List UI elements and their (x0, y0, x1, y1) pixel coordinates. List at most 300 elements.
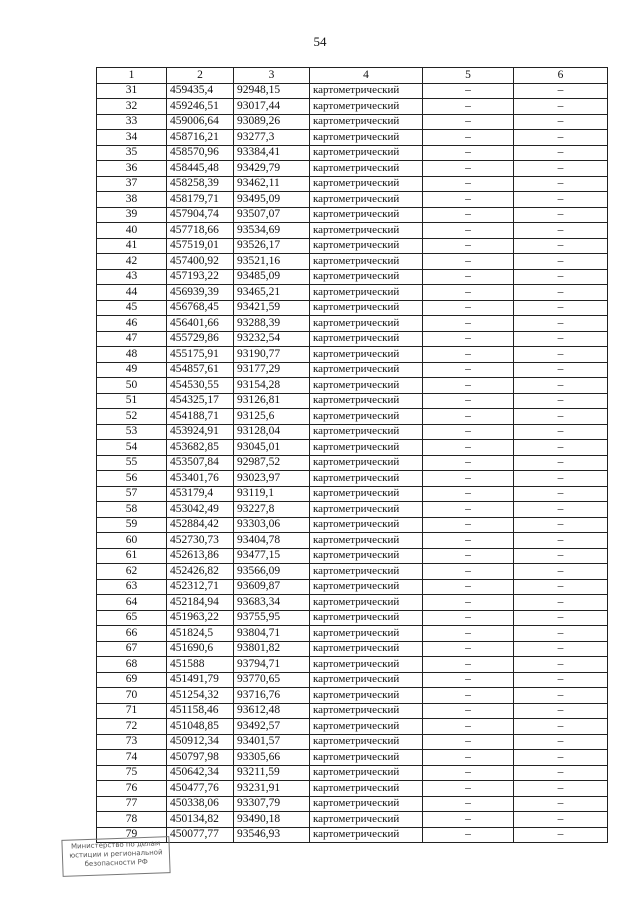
point-number-cell: 38 (97, 192, 167, 208)
table-row (97, 595, 608, 611)
y-coordinate-cell: 93462,11 (234, 176, 310, 192)
column-header-6: 6 (514, 68, 608, 84)
x-coordinate-cell: 451690,6 (167, 641, 234, 657)
column-6-value-cell: – (514, 192, 608, 208)
y-coordinate-cell: 93177,29 (234, 362, 310, 378)
column-5-value-cell: – (423, 378, 514, 394)
column-5-value-cell: – (423, 827, 514, 843)
column-5-value-cell: – (423, 347, 514, 363)
point-number-cell: 75 (97, 765, 167, 781)
column-header-3: 3 (234, 68, 310, 84)
table-row (97, 672, 608, 688)
y-coordinate-cell: 92987,52 (234, 455, 310, 471)
column-6-value-cell: – (514, 595, 608, 611)
point-number-cell: 63 (97, 579, 167, 595)
column-5-value-cell: – (423, 114, 514, 130)
y-coordinate-cell: 93288,39 (234, 316, 310, 332)
y-coordinate-cell: 93770,65 (234, 672, 310, 688)
table-row (97, 455, 608, 471)
x-coordinate-cell: 453507,84 (167, 455, 234, 471)
column-5-value-cell: – (423, 533, 514, 549)
table-row (97, 176, 608, 192)
y-coordinate-cell: 93526,17 (234, 238, 310, 254)
column-6-value-cell: – (514, 703, 608, 719)
x-coordinate-cell: 451491,79 (167, 672, 234, 688)
x-coordinate-cell: 454325,17 (167, 393, 234, 409)
x-coordinate-cell: 458258,39 (167, 176, 234, 192)
column-6-value-cell: – (514, 362, 608, 378)
column-6-value-cell: – (514, 610, 608, 626)
column-5-value-cell: – (423, 657, 514, 673)
table-row (97, 130, 608, 146)
table-row (97, 238, 608, 254)
point-number-cell: 39 (97, 207, 167, 223)
method-cell: картометрический (310, 145, 423, 161)
table-row (97, 765, 608, 781)
x-coordinate-cell: 453401,76 (167, 471, 234, 487)
x-coordinate-cell: 452184,94 (167, 595, 234, 611)
header-row (97, 68, 608, 84)
column-5-value-cell: – (423, 502, 514, 518)
column-6-value-cell: – (514, 207, 608, 223)
x-coordinate-cell: 452426,82 (167, 564, 234, 580)
column-5-value-cell: – (423, 812, 514, 828)
table-row (97, 254, 608, 270)
y-coordinate-cell: 93492,57 (234, 719, 310, 735)
y-coordinate-cell: 93804,71 (234, 626, 310, 642)
point-number-cell: 62 (97, 564, 167, 580)
point-number-cell: 50 (97, 378, 167, 394)
column-5-value-cell: – (423, 424, 514, 440)
column-5-value-cell: – (423, 688, 514, 704)
column-5-value-cell: – (423, 548, 514, 564)
column-5-value-cell: – (423, 781, 514, 797)
method-cell: картометрический (310, 610, 423, 626)
y-coordinate-cell: 93126,81 (234, 393, 310, 409)
x-coordinate-cell: 456939,39 (167, 285, 234, 301)
column-6-value-cell: – (514, 114, 608, 130)
point-number-cell: 71 (97, 703, 167, 719)
table-row (97, 657, 608, 673)
column-5-value-cell: – (423, 269, 514, 285)
point-number-cell: 43 (97, 269, 167, 285)
point-number-cell: 72 (97, 719, 167, 735)
column-6-value-cell: – (514, 455, 608, 471)
point-number-cell: 74 (97, 750, 167, 766)
method-cell: картометрический (310, 548, 423, 564)
table-row (97, 300, 608, 316)
table-row (97, 393, 608, 409)
point-number-cell: 65 (97, 610, 167, 626)
x-coordinate-cell: 452730,73 (167, 533, 234, 549)
method-cell: картометрический (310, 176, 423, 192)
method-cell: картометрический (310, 440, 423, 456)
table-row (97, 548, 608, 564)
method-cell: картометрический (310, 192, 423, 208)
x-coordinate-cell: 458570,96 (167, 145, 234, 161)
column-6-value-cell: – (514, 316, 608, 332)
y-coordinate-cell: 93089,26 (234, 114, 310, 130)
stamp-line: юстиции и региональной (69, 848, 163, 860)
y-coordinate-cell: 93507,07 (234, 207, 310, 223)
y-coordinate-cell: 93794,71 (234, 657, 310, 673)
table-row (97, 796, 608, 812)
point-number-cell: 51 (97, 393, 167, 409)
table-row (97, 145, 608, 161)
table-row (97, 161, 608, 177)
method-cell: картометрический (310, 362, 423, 378)
method-cell: картометрический (310, 393, 423, 409)
column-6-value-cell: – (514, 812, 608, 828)
column-6-value-cell: – (514, 533, 608, 549)
table-row (97, 347, 608, 363)
column-5-value-cell: – (423, 145, 514, 161)
column-5-value-cell: – (423, 254, 514, 270)
column-6-value-cell: – (514, 424, 608, 440)
y-coordinate-cell: 93404,78 (234, 533, 310, 549)
table-row (97, 703, 608, 719)
method-cell: картометрический (310, 347, 423, 363)
y-coordinate-cell: 93716,76 (234, 688, 310, 704)
x-coordinate-cell: 450797,98 (167, 750, 234, 766)
point-number-cell: 73 (97, 734, 167, 750)
column-5-value-cell: – (423, 440, 514, 456)
column-6-value-cell: – (514, 641, 608, 657)
column-5-value-cell: – (423, 176, 514, 192)
x-coordinate-cell: 450338,06 (167, 796, 234, 812)
column-5-value-cell: – (423, 486, 514, 502)
column-6-value-cell: – (514, 285, 608, 301)
column-6-value-cell: – (514, 579, 608, 595)
table-row (97, 781, 608, 797)
column-6-value-cell: – (514, 765, 608, 781)
x-coordinate-cell: 453042,49 (167, 502, 234, 518)
point-number-cell: 68 (97, 657, 167, 673)
y-coordinate-cell: 93017,44 (234, 99, 310, 115)
column-header-1: 1 (97, 68, 167, 84)
method-cell: картометрический (310, 486, 423, 502)
x-coordinate-cell: 452613,86 (167, 548, 234, 564)
x-coordinate-cell: 459435,4 (167, 83, 234, 99)
column-5-value-cell: – (423, 610, 514, 626)
column-5-value-cell: – (423, 393, 514, 409)
column-5-value-cell: – (423, 564, 514, 580)
column-6-value-cell: – (514, 486, 608, 502)
method-cell: картометрический (310, 83, 423, 99)
point-number-cell: 44 (97, 285, 167, 301)
y-coordinate-cell: 93231,91 (234, 781, 310, 797)
column-header-4: 4 (310, 68, 423, 84)
table-row (97, 83, 608, 99)
table-row (97, 316, 608, 332)
point-number-cell: 76 (97, 781, 167, 797)
table-row (97, 331, 608, 347)
stamp-line: Министерство по делам (70, 839, 161, 851)
column-header-2: 2 (167, 68, 234, 84)
point-number-cell: 36 (97, 161, 167, 177)
table-row (97, 641, 608, 657)
point-number-cell: 47 (97, 331, 167, 347)
column-5-value-cell: – (423, 672, 514, 688)
table-row (97, 285, 608, 301)
x-coordinate-cell: 458179,71 (167, 192, 234, 208)
method-cell: картометрический (310, 827, 423, 843)
x-coordinate-cell: 454857,61 (167, 362, 234, 378)
point-number-cell: 52 (97, 409, 167, 425)
y-coordinate-cell: 93125,6 (234, 409, 310, 425)
method-cell: картометрический (310, 471, 423, 487)
point-number-cell: 69 (97, 672, 167, 688)
y-coordinate-cell: 93421,59 (234, 300, 310, 316)
table-row (97, 812, 608, 828)
x-coordinate-cell: 451824,5 (167, 626, 234, 642)
column-5-value-cell: – (423, 223, 514, 239)
y-coordinate-cell: 93307,79 (234, 796, 310, 812)
y-coordinate-cell: 93232,54 (234, 331, 310, 347)
method-cell: картометрический (310, 207, 423, 223)
method-cell: картометрический (310, 285, 423, 301)
point-number-cell: 40 (97, 223, 167, 239)
column-5-value-cell: – (423, 83, 514, 99)
table-row (97, 440, 608, 456)
point-number-cell: 48 (97, 347, 167, 363)
column-6-value-cell: – (514, 734, 608, 750)
column-5-value-cell: – (423, 161, 514, 177)
registration-stamp (61, 836, 170, 877)
method-cell: картометрический (310, 254, 423, 270)
column-6-value-cell: – (514, 626, 608, 642)
x-coordinate-cell: 452312,71 (167, 579, 234, 595)
column-6-value-cell: – (514, 657, 608, 673)
point-number-cell: 55 (97, 455, 167, 471)
column-header-5: 5 (423, 68, 514, 84)
x-coordinate-cell: 457519,01 (167, 238, 234, 254)
y-coordinate-cell: 93546,93 (234, 827, 310, 843)
column-6-value-cell: – (514, 393, 608, 409)
point-number-cell: 35 (97, 145, 167, 161)
table-body (97, 83, 608, 843)
y-coordinate-cell: 93227,8 (234, 502, 310, 518)
y-coordinate-cell: 93495,09 (234, 192, 310, 208)
x-coordinate-cell: 451158,46 (167, 703, 234, 719)
column-5-value-cell: – (423, 192, 514, 208)
x-coordinate-cell: 450642,34 (167, 765, 234, 781)
page-number: 54 (313, 34, 327, 49)
y-coordinate-cell: 93612,48 (234, 703, 310, 719)
column-5-value-cell: – (423, 285, 514, 301)
table-row (97, 827, 608, 843)
point-number-cell: 46 (97, 316, 167, 332)
column-5-value-cell: – (423, 99, 514, 115)
x-coordinate-cell: 450077,77 (167, 827, 234, 843)
method-cell: картометрический (310, 672, 423, 688)
point-number-cell: 64 (97, 595, 167, 611)
table-row (97, 610, 608, 626)
table-row (97, 626, 608, 642)
column-6-value-cell: – (514, 471, 608, 487)
method-cell: картометрический (310, 796, 423, 812)
y-coordinate-cell: 93609,87 (234, 579, 310, 595)
y-coordinate-cell: 93801,82 (234, 641, 310, 657)
method-cell: картометрический (310, 657, 423, 673)
x-coordinate-cell: 455175,91 (167, 347, 234, 363)
point-number-cell: 45 (97, 300, 167, 316)
point-number-cell: 67 (97, 641, 167, 657)
column-5-value-cell: – (423, 455, 514, 471)
method-cell: картометрический (310, 269, 423, 285)
y-coordinate-cell: 93429,79 (234, 161, 310, 177)
point-number-cell: 33 (97, 114, 167, 130)
method-cell: картометрический (310, 99, 423, 115)
table-row (97, 564, 608, 580)
column-6-value-cell: – (514, 145, 608, 161)
table-row (97, 362, 608, 378)
point-number-cell: 31 (97, 83, 167, 99)
x-coordinate-cell: 453179,4 (167, 486, 234, 502)
method-cell: картометрический (310, 812, 423, 828)
table-row (97, 378, 608, 394)
method-cell: картометрический (310, 579, 423, 595)
column-6-value-cell: – (514, 378, 608, 394)
table-row (97, 409, 608, 425)
column-6-value-cell: – (514, 409, 608, 425)
y-coordinate-cell: 93566,09 (234, 564, 310, 580)
x-coordinate-cell: 454188,71 (167, 409, 234, 425)
table-header (97, 68, 608, 84)
column-6-value-cell: – (514, 517, 608, 533)
point-number-cell: 58 (97, 502, 167, 518)
point-number-cell: 79 (97, 827, 167, 843)
table-row (97, 486, 608, 502)
y-coordinate-cell: 93534,69 (234, 223, 310, 239)
point-number-cell: 61 (97, 548, 167, 564)
table-row (97, 223, 608, 239)
column-6-value-cell: – (514, 238, 608, 254)
method-cell: картометрический (310, 238, 423, 254)
column-5-value-cell: – (423, 719, 514, 735)
table-row (97, 719, 608, 735)
column-5-value-cell: – (423, 238, 514, 254)
method-cell: картометрический (310, 750, 423, 766)
method-cell: картометрический (310, 161, 423, 177)
point-number-cell: 37 (97, 176, 167, 192)
column-5-value-cell: – (423, 579, 514, 595)
column-5-value-cell: – (423, 207, 514, 223)
method-cell: картометрический (310, 300, 423, 316)
column-6-value-cell: – (514, 672, 608, 688)
column-6-value-cell: – (514, 176, 608, 192)
x-coordinate-cell: 456401,66 (167, 316, 234, 332)
column-6-value-cell: – (514, 99, 608, 115)
method-cell: картометрический (310, 765, 423, 781)
column-6-value-cell: – (514, 502, 608, 518)
x-coordinate-cell: 455729,86 (167, 331, 234, 347)
table-row (97, 424, 608, 440)
column-6-value-cell: – (514, 750, 608, 766)
table-row (97, 688, 608, 704)
column-5-value-cell: – (423, 703, 514, 719)
y-coordinate-cell: 93521,16 (234, 254, 310, 270)
column-5-value-cell: – (423, 409, 514, 425)
point-number-cell: 66 (97, 626, 167, 642)
point-number-cell: 42 (97, 254, 167, 270)
x-coordinate-cell: 457193,22 (167, 269, 234, 285)
column-6-value-cell: – (514, 688, 608, 704)
point-number-cell: 57 (97, 486, 167, 502)
y-coordinate-cell: 93490,18 (234, 812, 310, 828)
point-number-cell: 41 (97, 238, 167, 254)
column-5-value-cell: – (423, 641, 514, 657)
column-5-value-cell: – (423, 750, 514, 766)
y-coordinate-cell: 93128,04 (234, 424, 310, 440)
point-number-cell: 32 (97, 99, 167, 115)
method-cell: картометрический (310, 378, 423, 394)
column-6-value-cell: – (514, 347, 608, 363)
column-6-value-cell: – (514, 269, 608, 285)
x-coordinate-cell: 450912,34 (167, 734, 234, 750)
x-coordinate-cell: 454530,55 (167, 378, 234, 394)
column-6-value-cell: – (514, 300, 608, 316)
method-cell: картометрический (310, 316, 423, 332)
column-6-value-cell: – (514, 719, 608, 735)
y-coordinate-cell: 93154,28 (234, 378, 310, 394)
y-coordinate-cell: 93190,77 (234, 347, 310, 363)
x-coordinate-cell: 451254,32 (167, 688, 234, 704)
method-cell: картометрический (310, 130, 423, 146)
column-5-value-cell: – (423, 130, 514, 146)
table-row (97, 579, 608, 595)
stamp-line: безопасности РФ (84, 857, 148, 869)
y-coordinate-cell: 93277,3 (234, 130, 310, 146)
x-coordinate-cell: 453924,91 (167, 424, 234, 440)
column-6-value-cell: – (514, 827, 608, 843)
column-6-value-cell: – (514, 254, 608, 270)
column-5-value-cell: – (423, 316, 514, 332)
method-cell: картометрический (310, 114, 423, 130)
column-6-value-cell: – (514, 781, 608, 797)
table-row (97, 533, 608, 549)
coordinates-table (96, 67, 608, 843)
table-row (97, 207, 608, 223)
x-coordinate-cell: 459246,51 (167, 99, 234, 115)
method-cell: картометрический (310, 781, 423, 797)
method-cell: картометрический (310, 564, 423, 580)
y-coordinate-cell: 93401,57 (234, 734, 310, 750)
x-coordinate-cell: 457400,92 (167, 254, 234, 270)
column-6-value-cell: – (514, 331, 608, 347)
x-coordinate-cell: 457904,74 (167, 207, 234, 223)
table-row (97, 99, 608, 115)
x-coordinate-cell: 450134,82 (167, 812, 234, 828)
column-5-value-cell: – (423, 595, 514, 611)
method-cell: картометрический (310, 533, 423, 549)
point-number-cell: 77 (97, 796, 167, 812)
point-number-cell: 70 (97, 688, 167, 704)
x-coordinate-cell: 452884,42 (167, 517, 234, 533)
method-cell: картометрический (310, 424, 423, 440)
column-5-value-cell: – (423, 765, 514, 781)
method-cell: картометрический (310, 517, 423, 533)
column-5-value-cell: – (423, 626, 514, 642)
y-coordinate-cell: 93305,66 (234, 750, 310, 766)
column-6-value-cell: – (514, 83, 608, 99)
table-row (97, 114, 608, 130)
x-coordinate-cell: 451048,85 (167, 719, 234, 735)
column-5-value-cell: – (423, 362, 514, 378)
y-coordinate-cell: 93485,09 (234, 269, 310, 285)
method-cell: картометрический (310, 719, 423, 735)
method-cell: картометрический (310, 595, 423, 611)
